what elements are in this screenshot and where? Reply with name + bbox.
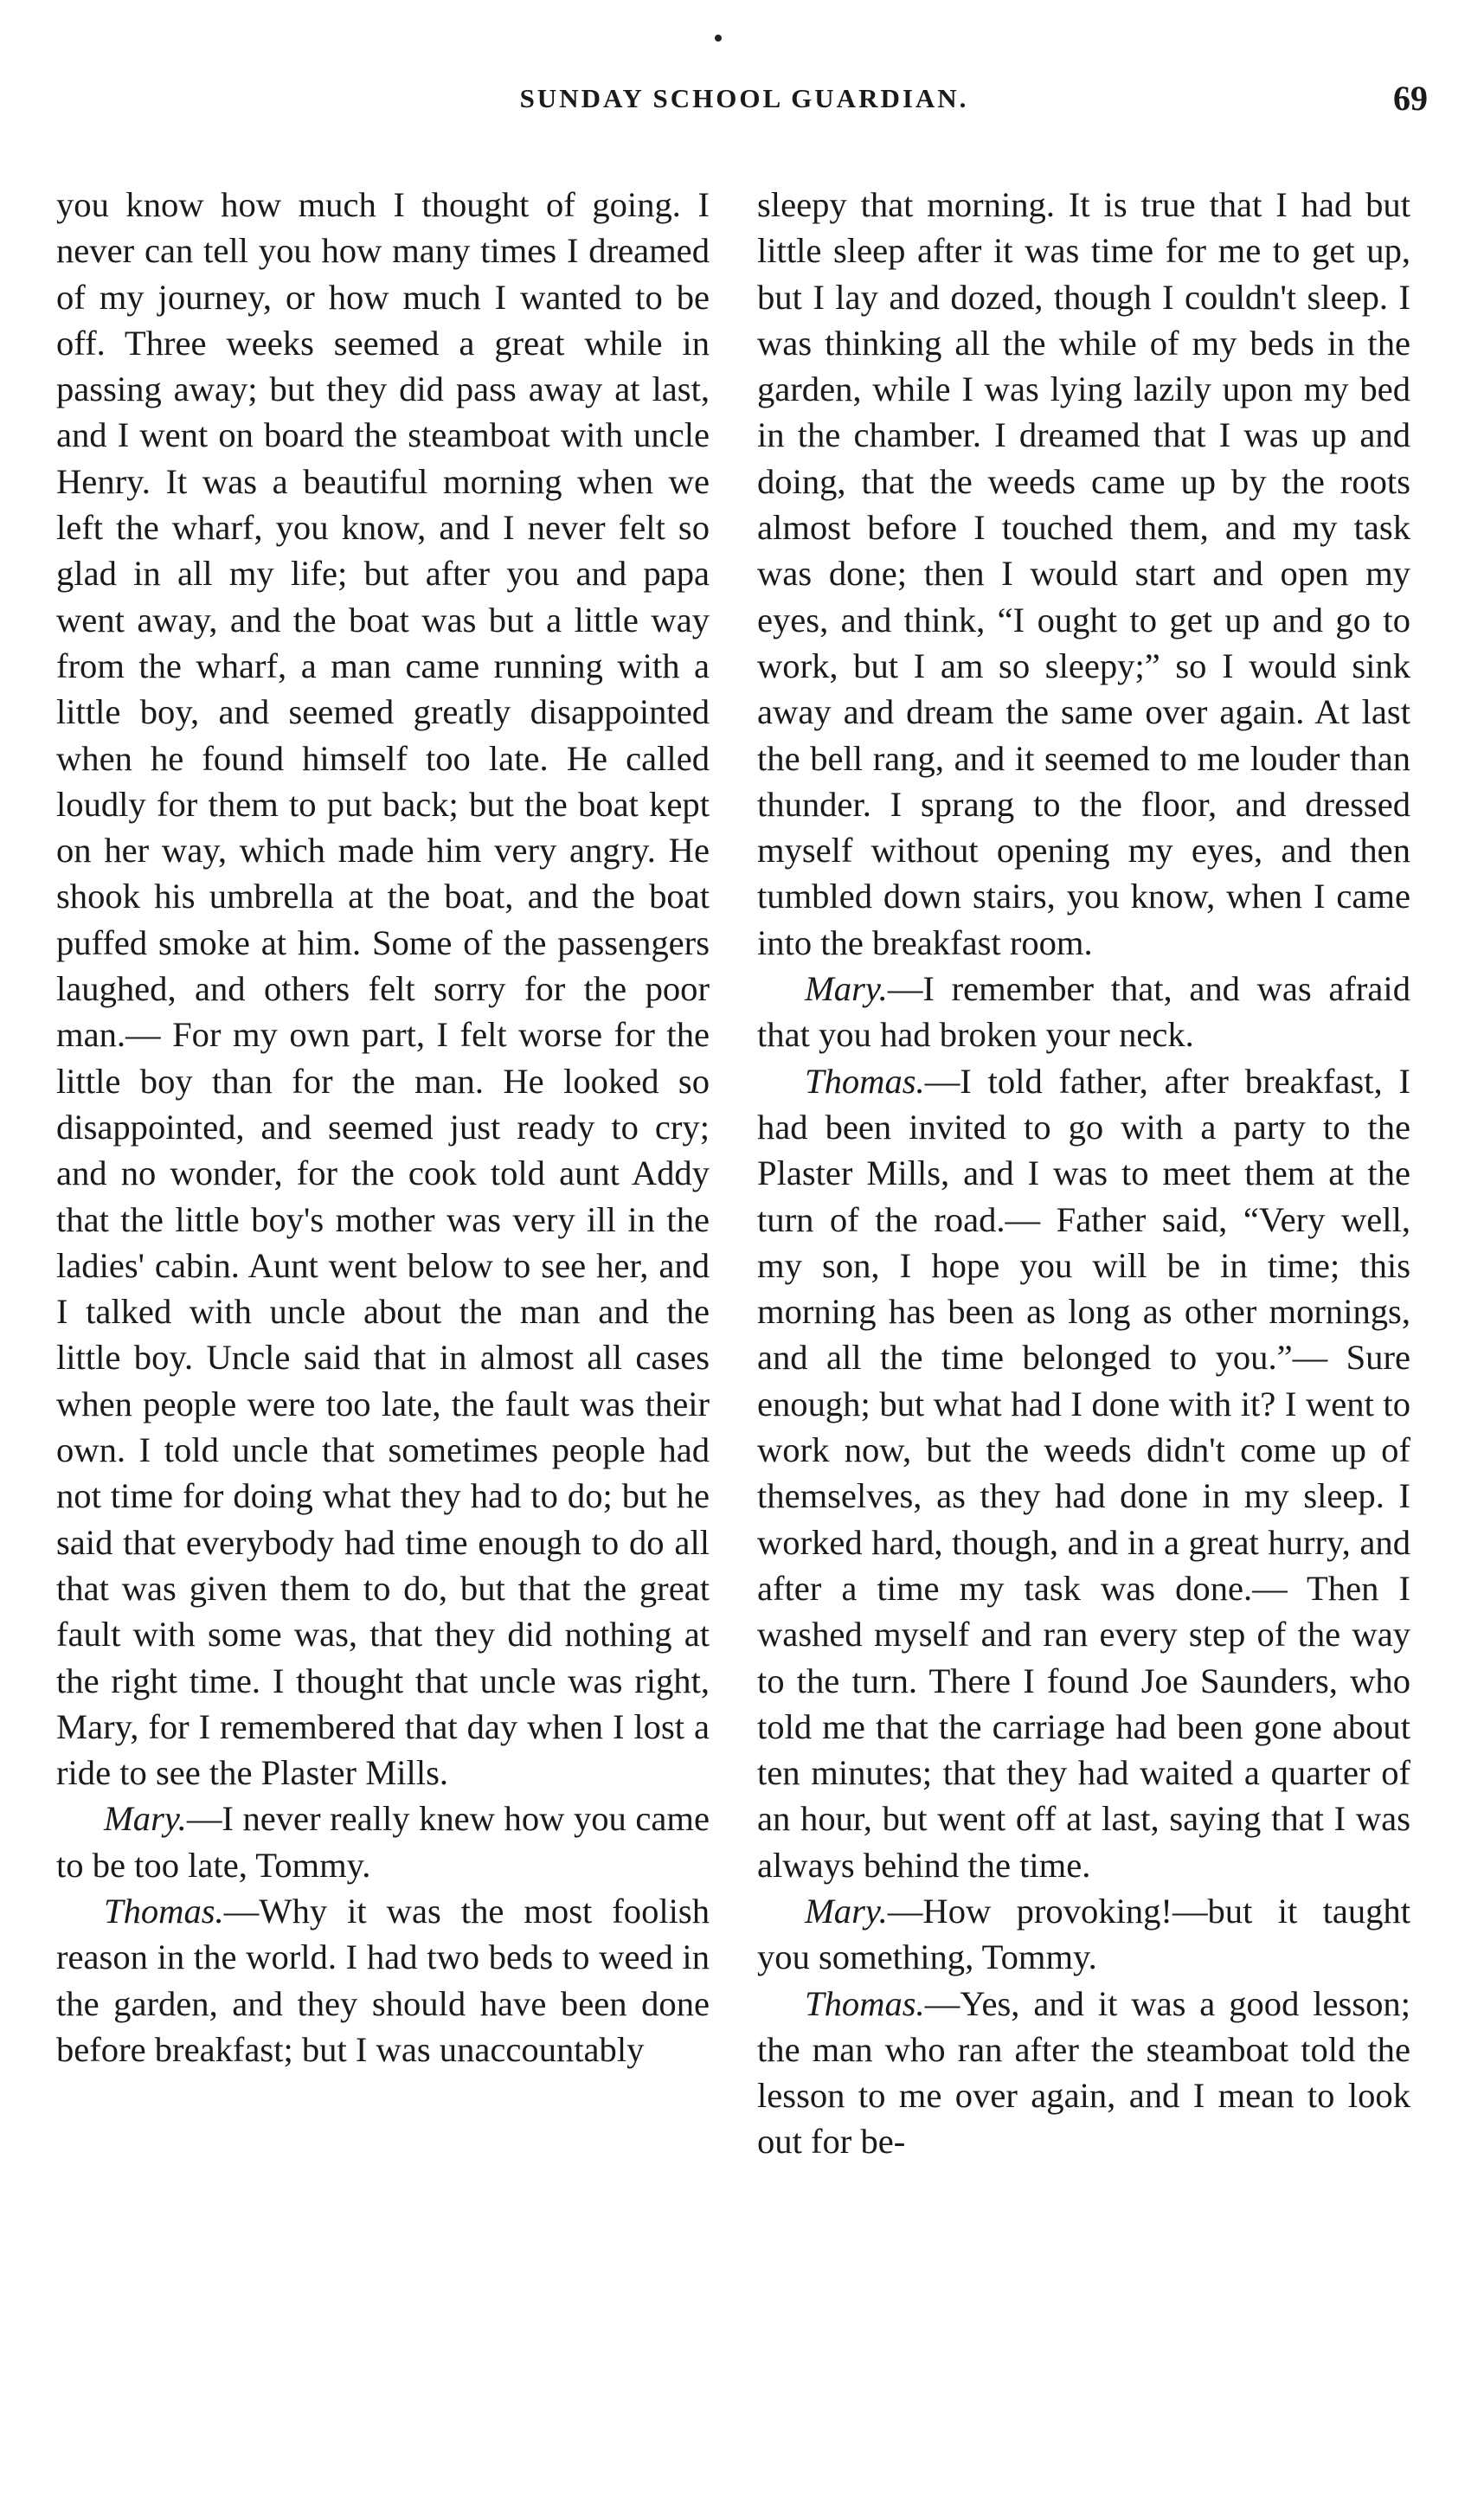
left-column [56, 182, 710, 2466]
paragraph [56, 1796, 710, 1888]
paragraph [757, 1981, 1410, 2165]
speaker-name: Thomas. [805, 1061, 925, 1101]
speaker-name: Mary. [104, 1799, 187, 1839]
paragraph-text: —I never really knew how you came to be too late, Tommy. [56, 1799, 710, 1885]
paragraph [757, 1888, 1410, 1981]
paragraph-text: you know how much I thought of going. I never can tell you how many times I dreamed of my journey, or how much I wanted to be off. Three weeks seemed a great while in passing away; but they did pass away at last, and I went on board the steamboat with uncle Henry. It was a beautiful morning when we left the wharf, you know, and I never felt so glad in all my life; but after you and papa went away, and the boat was but a little way from the wharf, a man came running with a little boy, and seemed greatly disappointed when he found himself too late. He called loudly for them to put back; but the boat kept on her way, which made him very angry. He shook his umbrella at the boat, and the boat puffed smoke at him. Some of the passengers laughed, and others felt sorry for the poor man.— For my own part, I felt worse for the little boy than for the man. He looked so disappointed, and seemed just ready to cry; and no wonder, for the cook told aunt Addy that the little boy's mother was very ill in the ladies' cabin. Aunt went below to see her, and I talked with uncle about the man and the little boy. Uncle said that in almost all cases when people were too late, the fault was their own. I told uncle that sometimes people had not time for doing what they had to do; but he said that everybody had time enough to do all that was given them to do, but that the great fault with some was, that they did nothing at the right time. I thought that uncle was right, Mary, for I remembered that day when I lost a ride to see the Plaster Mills. [56, 185, 710, 1793]
paragraph-text: sleepy that morning. It is true that I had but little sleep after it was time for me to get up, but I lay and dozed, though I couldn't sleep. I was thinking all the while of my beds in the garden, while I was lying lazily upon my bed in the chamber. I dreamed that I was up and doing, that the weeds came up by the roots almost before I touched them, and my task was done; then I would start and open my eyes, and think, “I ought to get up and go to work, but I am so sleepy;” so I would sink away and dream the same over again. At last the bell rang, and it seemed to me louder than thunder. I sprang to the floor, and dressed myself without opening my eyes, and then tumbled down stairs, you know, when I came into the breakfast room. [757, 185, 1410, 962]
paragraph-text: —I remember that, and was afraid that you had broken your neck. [757, 969, 1410, 1055]
speaker-name: Thomas. [104, 1891, 224, 1931]
page-number: 69 [1393, 79, 1428, 118]
paragraph [56, 182, 710, 1796]
speaker-name: Mary. [805, 969, 888, 1009]
running-title: SUNDAY SCHOOL GUARDIAN. [519, 83, 969, 113]
paragraph [757, 966, 1410, 1058]
paragraph [757, 1058, 1410, 1888]
speaker-name: Thomas. [805, 1983, 925, 2023]
paragraph [56, 1888, 710, 2072]
paragraph [757, 182, 1410, 966]
paragraph-text: —How provoking!—but it taught you something, Tommy. [757, 1891, 1410, 1977]
printer-dot [715, 35, 722, 42]
paragraph-text: —I told father, after breakfast, I had been invited to go with a party to the Plaster Mills, and I was to meet them at the turn of the road.— Father said, “Very well, my son, I hope you will be in time; this morning has been as long as other mornings, and all the time belonged to you.”— Sure enough; but what had I done with it? I went to work now, but the weeds didn't come up of themselves, as they had done in my sleep. I worked hard, though, and in a great hurry, and after a time my task was done.— Then I washed myself and ran every step of the way to the turn. There I found Joe Saunders, who told me that the carriage had been gone about ten minutes; that they had waited a quarter of an hour, but went off at last, saying that I was always behind the time. [757, 1061, 1410, 1885]
paragraph-text: —Yes, and it was a good lesson; the man who ran after the steamboat told the lesson to me over again, and I mean to look out for be- [757, 1983, 1410, 2162]
page-header [61, 79, 1428, 135]
speaker-name: Mary. [805, 1891, 888, 1931]
paragraph-text: —Why it was the most foolish reason in the world. I had two beds to weed in the garden, and they should have been done before breakfast; but I was unaccountably [56, 1891, 710, 2069]
right-column [757, 182, 1410, 2466]
